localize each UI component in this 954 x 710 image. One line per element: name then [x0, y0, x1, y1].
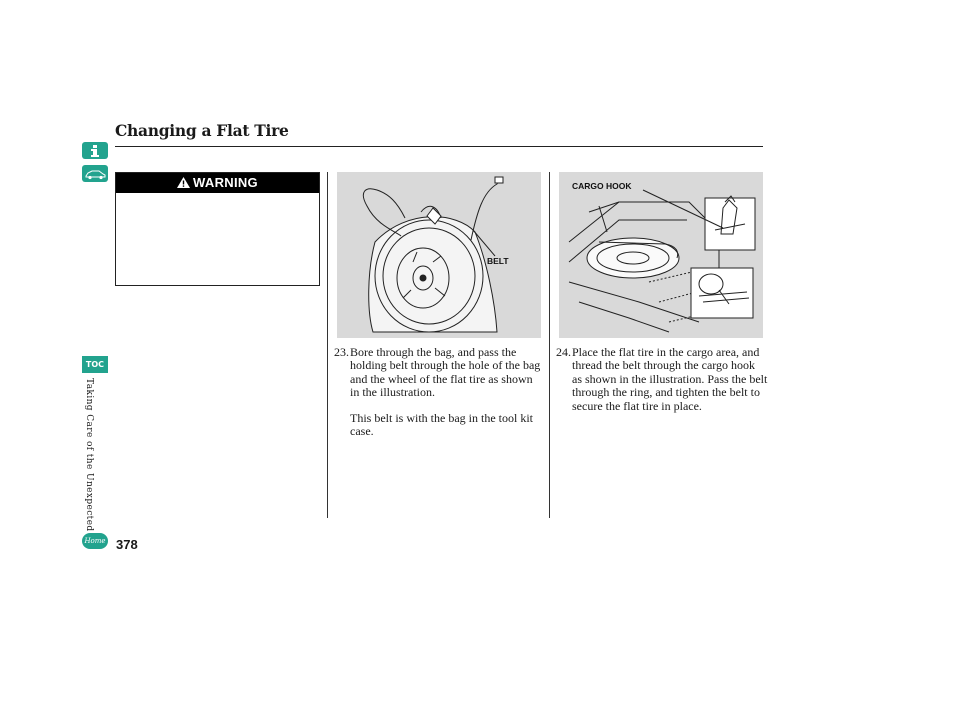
warning-box — [115, 172, 320, 286]
info-button[interactable] — [82, 142, 108, 159]
toc-button[interactable]: TOC — [82, 356, 108, 373]
home-button[interactable]: Home — [82, 533, 108, 549]
section-label: Taking Care of the Unexpected — [84, 378, 94, 532]
step-text: Bore through the bag, and pass the holding belt through the hole of the bag and the wheel of the flat tire as shown in the illustration. — [350, 345, 541, 400]
step-text: Place the flat tire in the cargo area, and thread the belt through the cargo hook as shown in the illustration. Pass the belt through the ring, and tighten the belt to secure the flat tire in place. — [572, 345, 768, 413]
page-title: Changing a Flat Tire — [115, 121, 289, 140]
column-divider-right — [549, 172, 550, 518]
figure-tire-in-bag — [337, 172, 541, 338]
warning-label: WARNING — [193, 175, 258, 190]
step-number: 24. — [556, 345, 571, 359]
warning-triangle-icon — [177, 174, 190, 194]
step-number: 23. — [334, 345, 349, 359]
vehicle-button[interactable] — [82, 165, 108, 182]
page-number: 378 — [116, 537, 138, 552]
belt-label: BELT — [487, 256, 509, 266]
cargo-area-illustration — [559, 172, 763, 338]
belt-location-note: This belt is with the bag in the tool kit case. — [350, 411, 533, 439]
cargo-hook-label: CARGO HOOK — [572, 181, 632, 191]
step-24 — [556, 346, 768, 413]
column-divider-left — [327, 172, 328, 518]
info-icon — [82, 142, 108, 159]
car-icon — [82, 165, 108, 182]
figure-cargo-hook — [559, 172, 763, 338]
warning-header — [116, 173, 319, 193]
step-23 — [334, 346, 544, 400]
tire-bag-illustration — [337, 172, 541, 338]
title-divider — [115, 146, 763, 147]
